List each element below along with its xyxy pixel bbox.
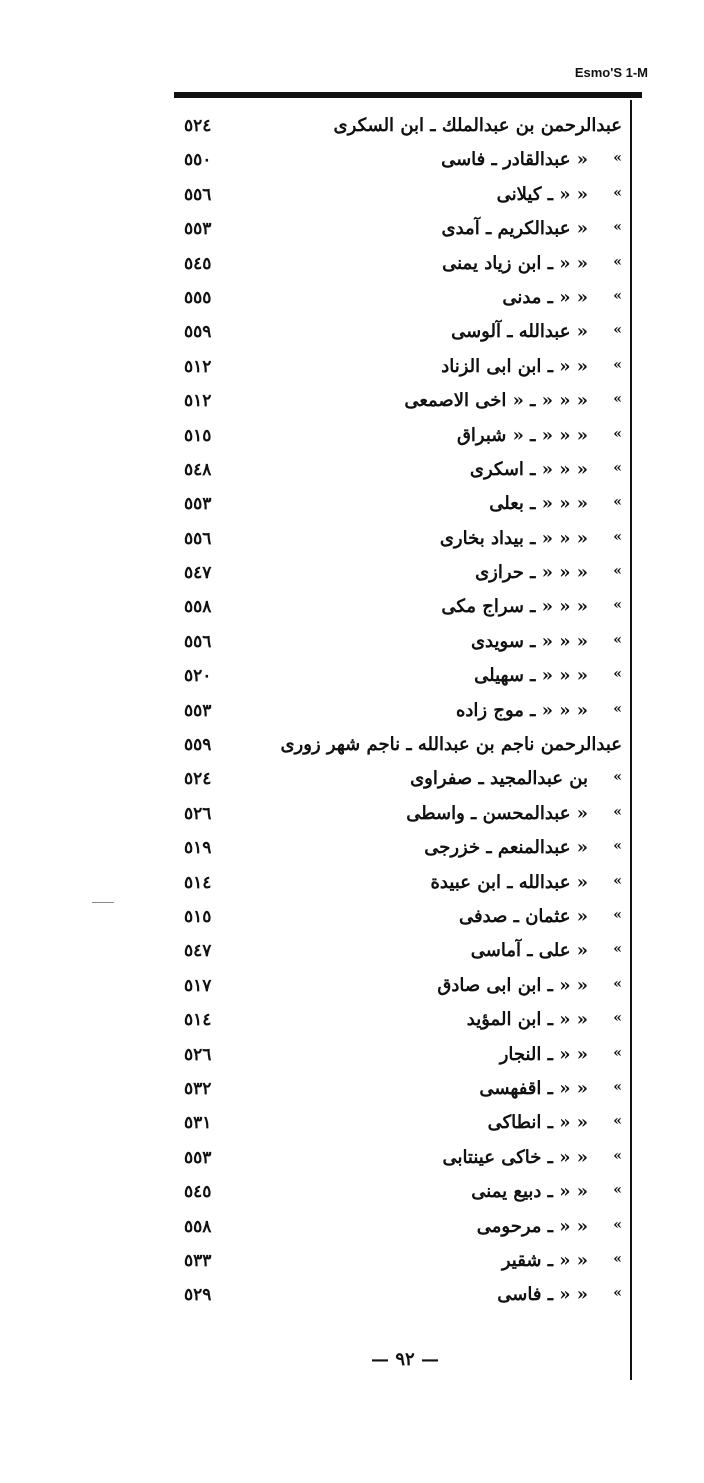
entry-page-number: ٥٢٠ bbox=[184, 666, 212, 687]
entry-name: « « « ـ « اخى الاصمعى bbox=[404, 390, 588, 412]
ditto-mark: « bbox=[613, 1113, 622, 1130]
entry-name: « « ـ النجار bbox=[499, 1043, 588, 1065]
ditto-mark: « bbox=[613, 872, 622, 889]
entry-page-number: ٥٢٦ bbox=[184, 803, 212, 824]
entry-name: « « ـ فاسى bbox=[497, 1284, 588, 1306]
entry-name: « « « ـ « شبراق bbox=[456, 424, 588, 446]
entry-page-number: ٥٢٤ bbox=[184, 769, 212, 790]
right-margin-rule bbox=[630, 100, 632, 1380]
index-entry bbox=[170, 318, 630, 352]
entry-name: « عبدالقادر ـ فاسى bbox=[441, 149, 588, 171]
entry-page-number: ٥٣٢ bbox=[184, 1078, 212, 1099]
ditto-mark: « bbox=[613, 1216, 622, 1233]
entry-page-number: ٥١٤ bbox=[184, 872, 212, 893]
index-entry bbox=[170, 834, 630, 868]
top-rule bbox=[174, 92, 642, 98]
entry-page-number: ٥١٢ bbox=[184, 391, 212, 412]
entry-page-number: ٥٢٦ bbox=[184, 1044, 212, 1065]
entry-name: « على ـ آماسى bbox=[470, 940, 588, 962]
entry-page-number: ٥٥٦ bbox=[184, 631, 212, 652]
index-entry bbox=[170, 937, 630, 971]
entry-name: « « « ـ اسكرى bbox=[469, 458, 588, 480]
index-entry bbox=[170, 1075, 630, 1109]
index-entry bbox=[170, 1247, 630, 1281]
index-entry bbox=[170, 387, 630, 421]
entry-name: عبدالرحمن ناجم بن عبدالله ـ ناجم شهر زورى bbox=[280, 734, 622, 756]
ditto-mark: « bbox=[613, 150, 622, 167]
entry-page-number: ٥٥٣ bbox=[184, 219, 212, 240]
ditto-mark: « bbox=[613, 700, 622, 717]
entry-page-number: ٥٥٣ bbox=[184, 700, 212, 721]
entry-name: « « ـ ابن ابى صادق bbox=[437, 974, 588, 996]
entry-name: « عثمان ـ صدفى bbox=[459, 905, 588, 927]
entry-name: « عبدالمنعم ـ خزرجى bbox=[424, 837, 588, 859]
entry-name: « « ـ مرحومى bbox=[476, 1215, 588, 1237]
entry-page-number: ٥٤٧ bbox=[184, 941, 212, 962]
entry-page-number: ٥١٢ bbox=[184, 356, 212, 377]
index-entry bbox=[170, 1281, 630, 1315]
entry-page-number: ٥٤٨ bbox=[184, 459, 212, 480]
entry-page-number: ٥٥٥ bbox=[184, 287, 212, 308]
index-entry bbox=[170, 456, 630, 490]
entry-name: « « « ـ موج زاده bbox=[455, 699, 588, 721]
entry-page-number: ٥٥٦ bbox=[184, 184, 212, 205]
entry-page-number: ٥٥٠ bbox=[184, 150, 212, 171]
entry-name: « « ـ شقير bbox=[501, 1249, 588, 1271]
entry-name: « « « ـ بيداد بخارى bbox=[439, 527, 588, 549]
entry-page-number: ٥٥٨ bbox=[184, 1216, 212, 1237]
index-entry bbox=[170, 1213, 630, 1247]
entry-name: « « ـ مدنى bbox=[502, 286, 588, 308]
entry-name: « « ـ انطاكى bbox=[487, 1112, 588, 1134]
ditto-mark: « bbox=[613, 1078, 622, 1095]
index-entry bbox=[170, 181, 630, 215]
ditto-mark: « bbox=[613, 1182, 622, 1199]
ditto-mark: « bbox=[613, 975, 622, 992]
index-entry bbox=[170, 903, 630, 937]
index-entry bbox=[170, 765, 630, 799]
entry-name: « « « ـ حرازى bbox=[475, 562, 588, 584]
entry-name: بن عبدالمجيد ـ صفراوى bbox=[410, 768, 588, 790]
entry-page-number: ٥٥٩ bbox=[184, 735, 212, 756]
index-entry bbox=[170, 490, 630, 524]
ditto-mark: « bbox=[613, 459, 622, 476]
ditto-mark: « bbox=[613, 391, 622, 408]
ditto-mark: « bbox=[613, 287, 622, 304]
ditto-mark: « bbox=[613, 1010, 622, 1027]
index-entry bbox=[170, 1006, 630, 1040]
scan-mark bbox=[92, 902, 114, 903]
ditto-mark: « bbox=[613, 184, 622, 201]
ditto-mark: « bbox=[613, 1044, 622, 1061]
index-entry bbox=[170, 1178, 630, 1212]
index-entry bbox=[170, 1144, 630, 1178]
index-entry bbox=[170, 628, 630, 662]
ditto-mark: « bbox=[613, 253, 622, 270]
index-entry bbox=[170, 593, 630, 627]
entry-page-number: ٥١٩ bbox=[184, 838, 212, 859]
entry-page-number: ٥١٧ bbox=[184, 975, 212, 996]
entry-name: عبدالرحمن بن عبدالملك ـ ابن السكرى bbox=[333, 115, 622, 136]
entry-name: « « ـ ابن ابى الزناد bbox=[441, 355, 588, 377]
index-entry bbox=[170, 146, 630, 180]
index-entry bbox=[170, 422, 630, 456]
ditto-mark: « bbox=[613, 803, 622, 820]
ditto-mark: « bbox=[613, 666, 622, 683]
entry-page-number: ٥٥٨ bbox=[184, 597, 212, 618]
index-entry bbox=[170, 972, 630, 1006]
entry-name: « « « ـ بعلى bbox=[489, 493, 588, 515]
index-entry-list bbox=[170, 112, 630, 1316]
page-header-code: Esmo'S 1-M bbox=[574, 65, 648, 80]
page-number: — ٩٢ — bbox=[371, 1349, 439, 1370]
index-entry bbox=[170, 1109, 630, 1143]
entry-page-number: ٥١٥ bbox=[184, 906, 212, 927]
entry-name: « « ـ دبيع يمنى bbox=[471, 1181, 588, 1203]
entry-page-number: ٥٥٣ bbox=[184, 494, 212, 515]
entry-name: « عبدالله ـ ابن عبيدة bbox=[430, 871, 588, 893]
ditto-mark: « bbox=[613, 494, 622, 511]
ditto-mark: « bbox=[613, 356, 622, 373]
ditto-mark: « bbox=[613, 941, 622, 958]
entry-page-number: ٥٤٥ bbox=[184, 253, 212, 274]
entry-page-number: ٥٣١ bbox=[184, 1113, 212, 1134]
index-entry bbox=[170, 215, 630, 249]
entry-page-number: ٥٥٣ bbox=[184, 1147, 212, 1168]
entry-page-number: ٥٢٩ bbox=[184, 1285, 212, 1306]
entry-name: « « ـ خاكى عينتابى bbox=[442, 1146, 588, 1168]
index-entry bbox=[170, 559, 630, 593]
entry-name: « « ـ ابن المؤيد bbox=[466, 1009, 588, 1031]
entry-page-number: ٥١٥ bbox=[184, 425, 212, 446]
ditto-mark: « bbox=[613, 322, 622, 339]
entry-page-number: ٥٥٩ bbox=[184, 322, 212, 343]
entry-page-number: ٥٤٧ bbox=[184, 563, 212, 584]
entry-page-number: ٥٢٤ bbox=[184, 116, 212, 136]
ditto-mark: « bbox=[613, 528, 622, 545]
ditto-mark: « bbox=[613, 563, 622, 580]
index-entry bbox=[170, 250, 630, 284]
entry-name: « « ـ كيلانى bbox=[496, 183, 588, 205]
index-entry bbox=[170, 284, 630, 318]
entry-name: « « « ـ سهيلى bbox=[474, 665, 588, 687]
ditto-mark: « bbox=[613, 1285, 622, 1302]
ditto-mark: « bbox=[613, 769, 622, 786]
index-entry bbox=[170, 525, 630, 559]
ditto-mark: « bbox=[613, 906, 622, 923]
index-entry bbox=[170, 112, 630, 146]
ditto-mark: « bbox=[613, 1147, 622, 1164]
index-entry bbox=[170, 662, 630, 696]
index-entry bbox=[170, 353, 630, 387]
index-entry bbox=[170, 1041, 630, 1075]
index-entry bbox=[170, 800, 630, 834]
index-entry bbox=[170, 697, 630, 731]
entry-name: « « « ـ سراج مكى bbox=[441, 596, 588, 618]
ditto-mark: « bbox=[613, 1250, 622, 1267]
index-entry bbox=[170, 869, 630, 903]
entry-name: « عبدالكريم ـ آمدى bbox=[441, 218, 588, 240]
entry-name: « « ـ ابن زياد يمنى bbox=[442, 252, 588, 274]
entry-page-number: ٥٥٦ bbox=[184, 528, 212, 549]
entry-name: « « « ـ سويدى bbox=[470, 630, 588, 652]
entry-page-number: ٥٤٥ bbox=[184, 1182, 212, 1203]
entry-page-number: ٥٣٣ bbox=[184, 1250, 212, 1271]
ditto-mark: « bbox=[613, 597, 622, 614]
entry-page-number: ٥١٤ bbox=[184, 1010, 212, 1031]
ditto-mark: « bbox=[613, 425, 622, 442]
entry-name: « « ـ اقفهسى bbox=[479, 1077, 588, 1099]
entry-name: « عبدالله ـ آلوسى bbox=[451, 321, 588, 343]
entry-name: « عبدالمحسن ـ واسطى bbox=[406, 802, 588, 824]
ditto-mark: « bbox=[613, 631, 622, 648]
ditto-mark: « bbox=[613, 838, 622, 855]
index-entry bbox=[170, 731, 630, 765]
ditto-mark: « bbox=[613, 219, 622, 236]
